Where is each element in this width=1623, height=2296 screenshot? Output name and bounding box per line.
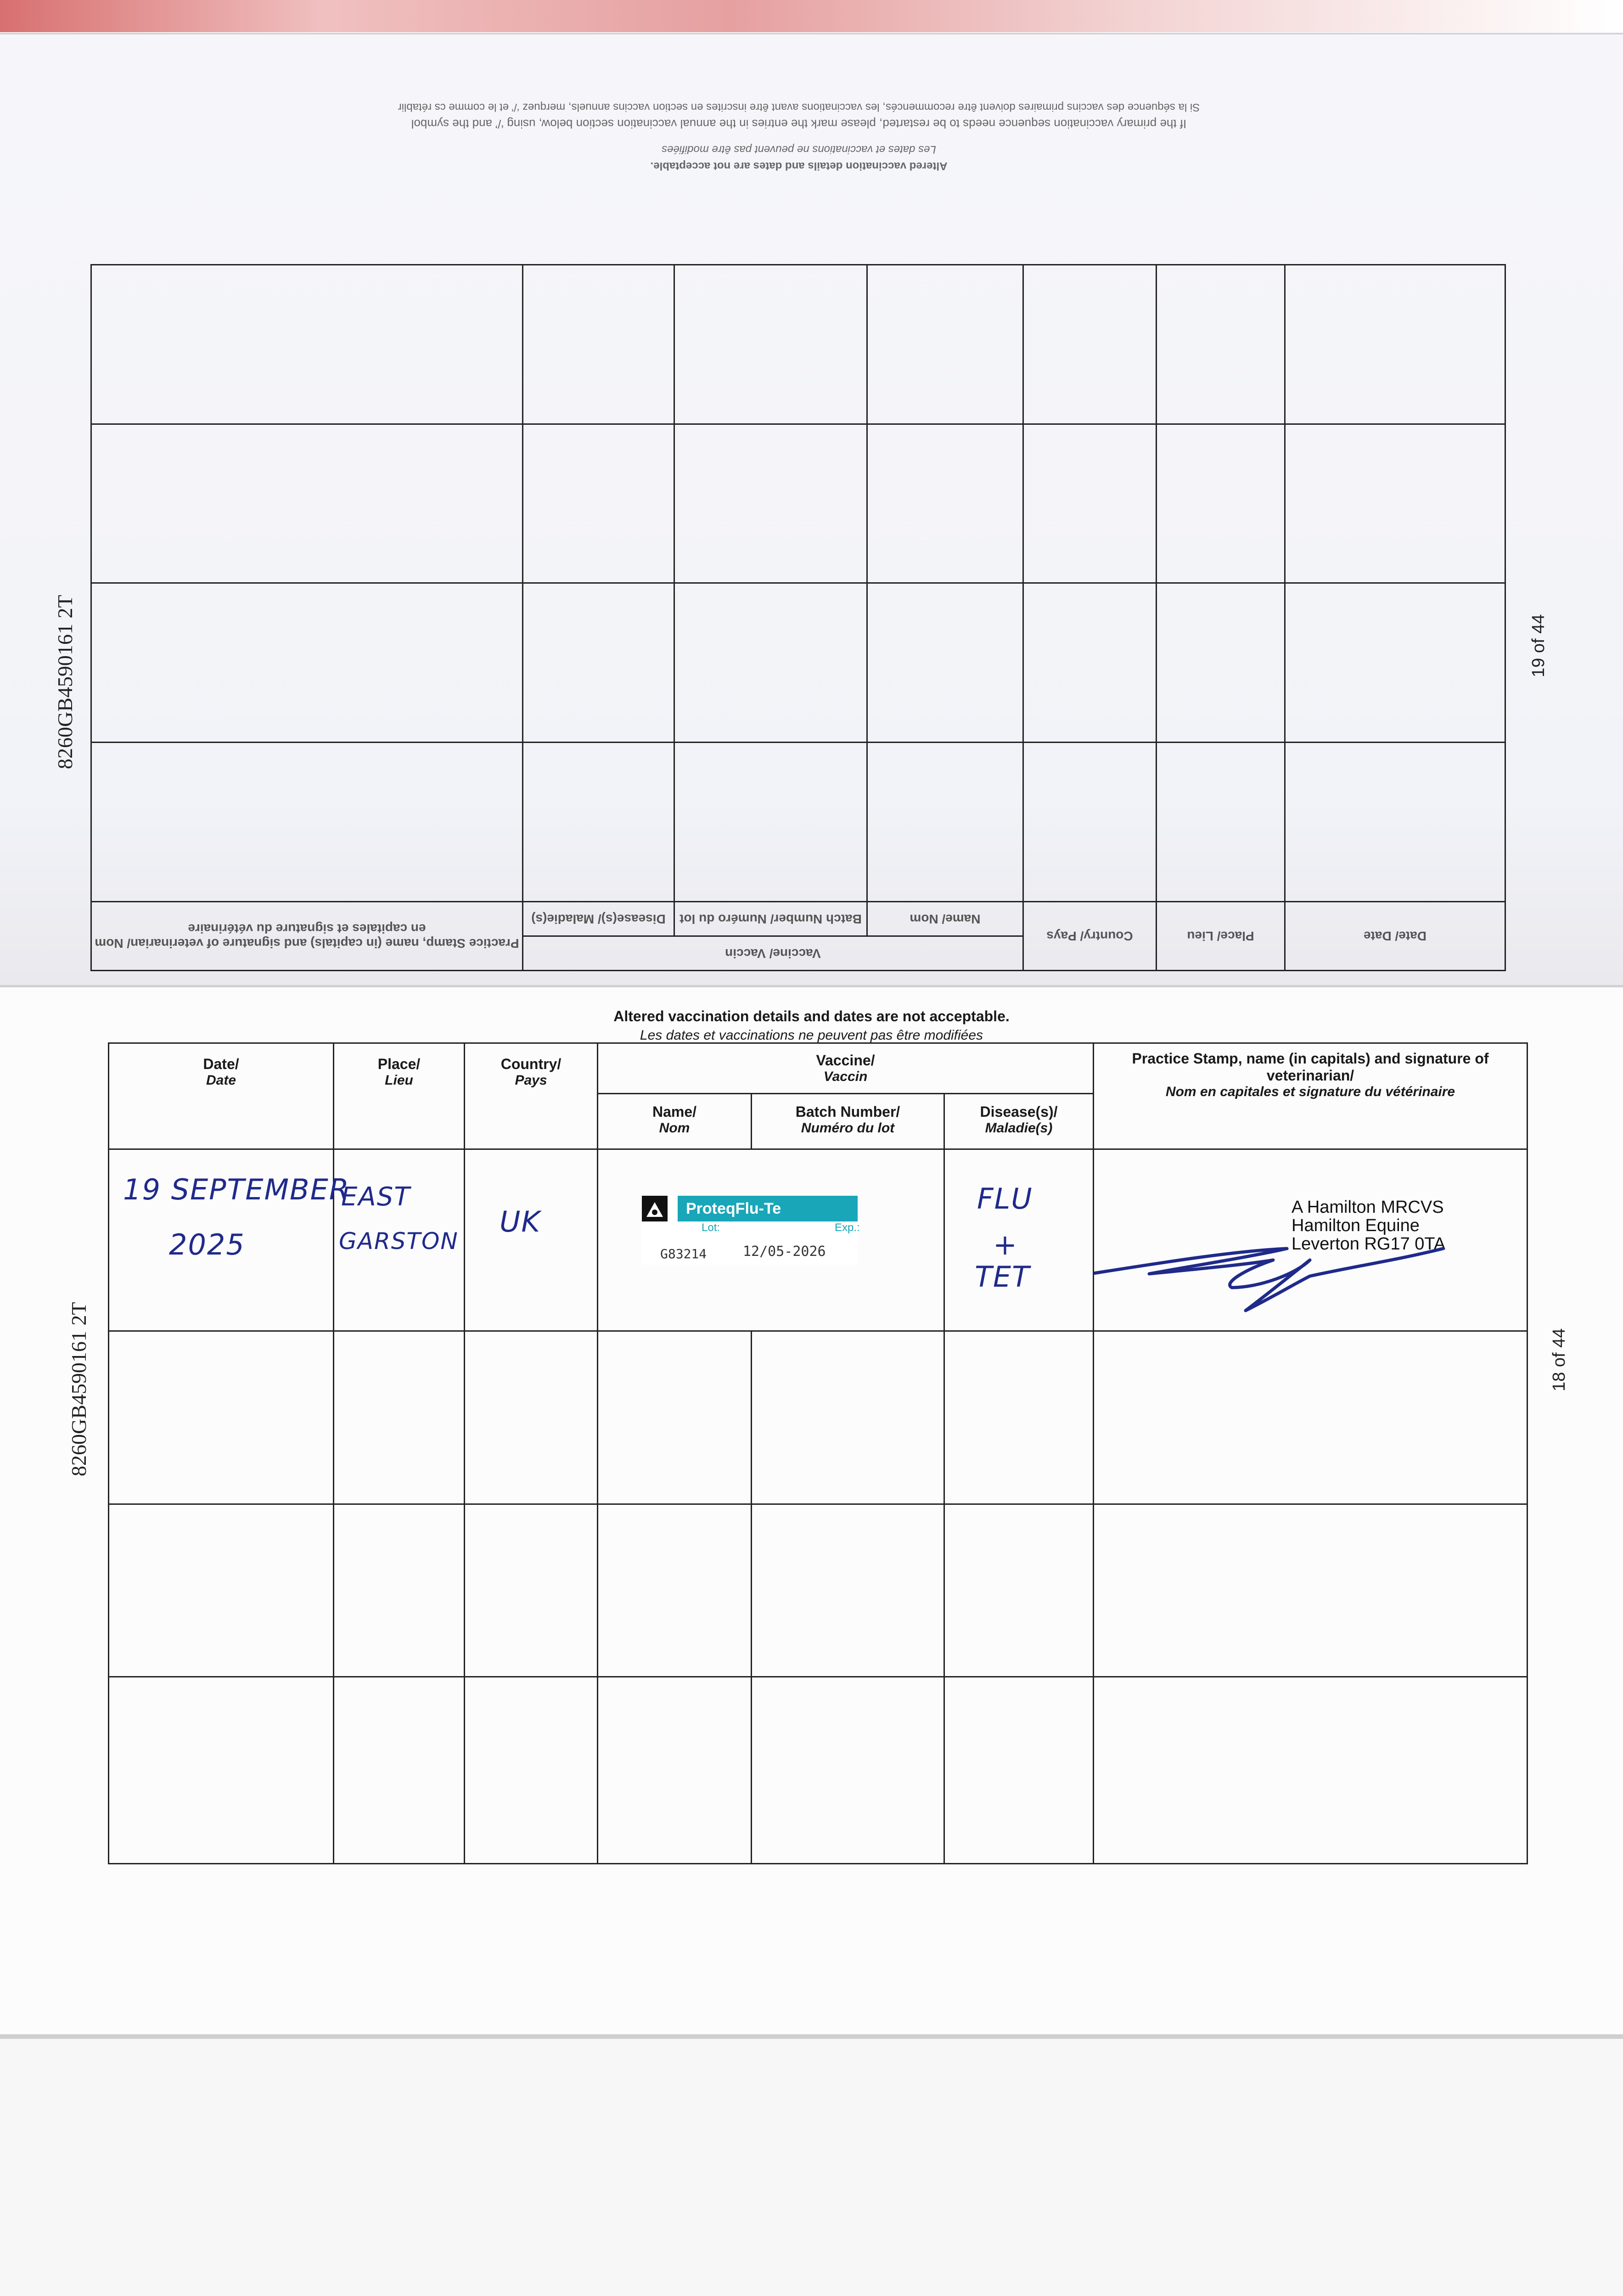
header-disease: Disease(s)/ Maladie(s) bbox=[944, 1094, 1094, 1149]
col-country: Country/ Pays bbox=[1023, 902, 1157, 971]
altered-details-notice: Altered vaccination details and dates are not acceptable. bbox=[613, 1008, 1010, 1024]
entry-practice-stamp-cell bbox=[1094, 1149, 1528, 1331]
col-date: Date/ Date bbox=[1285, 902, 1505, 971]
entry-vaccine-sticker-cell bbox=[598, 1149, 944, 1331]
handwritten-disease: FLU bbox=[977, 1182, 1033, 1216]
page-number: 19 of 44 bbox=[1529, 614, 1548, 677]
entry-date-cell bbox=[109, 1149, 350, 1331]
proteq-logo-icon bbox=[642, 1196, 668, 1221]
entry-disease-cell bbox=[944, 1149, 1094, 1331]
vaccination-table bbox=[108, 1042, 1527, 1864]
vaccine-sticker bbox=[642, 1196, 858, 1265]
sticker-expiry-date: 12/05-2026 bbox=[743, 1243, 826, 1260]
sticker-exp-label: Exp.: bbox=[835, 1221, 860, 1234]
vaccination-grid bbox=[90, 264, 1506, 971]
cover-edge bbox=[0, 0, 1623, 32]
col-practice: Practice Stamp, name (in capitals) and signature of veterinarian/ Nom en capitales et signature du vétérinaire bbox=[91, 902, 522, 971]
passport-back-page bbox=[0, 2034, 1623, 2296]
vet-signature bbox=[1094, 1150, 1528, 1331]
handwritten-country: UK bbox=[500, 1204, 541, 1238]
handwritten-disease: TET bbox=[975, 1260, 1030, 1294]
passport-serial-number: 8260GB4590161 2T bbox=[67, 1302, 90, 1476]
handwritten-year: 2025 bbox=[169, 1227, 245, 1261]
passport-serial-number: 8260GB4590161 2T bbox=[53, 595, 77, 769]
header-vaccine-name: Name/ Nom bbox=[598, 1094, 752, 1149]
vaccination-entry-row bbox=[109, 1149, 1528, 1331]
notice-line: Si la séquence des vaccins primaires doivent être recommencés, les vaccinations avant être inscrites en section vaccins annuels, merquez ‘/’ et le comme cs rétablir bbox=[398, 101, 1200, 113]
sticker-lot-label: Lot: bbox=[702, 1221, 720, 1234]
notice-line: Altered vaccination details and dates are not acceptable. bbox=[650, 160, 948, 172]
notice-line: Les dates et vaccinations ne peuvent pas être modifiées bbox=[662, 143, 936, 156]
entry-place-cell bbox=[334, 1149, 465, 1331]
vaccination-table-upside-down bbox=[92, 101, 1506, 971]
vaccine-brand: ProteqFlu-Te bbox=[678, 1196, 858, 1221]
stamp-vet-name: A Hamilton MRCVS bbox=[1292, 1197, 1444, 1217]
header-practice-stamp: Practice Stamp, name (in capitals) and signature of veterinarian/ Nom en capitales et signature du vétérinaire bbox=[1094, 1043, 1528, 1149]
header-country: Country/ Pays bbox=[465, 1043, 598, 1149]
col-disease: Disease(s)/ Maladie(s) bbox=[522, 902, 674, 936]
stamp-address: Leverton RG17 0TA bbox=[1292, 1234, 1446, 1254]
header-vaccine: Vaccine/ Vaccin bbox=[598, 1043, 1094, 1094]
col-batch: Batch Number/ Numéro du lot bbox=[674, 902, 867, 936]
entry-country-cell bbox=[465, 1149, 598, 1331]
col-vaccine: Vaccine/ Vaccin bbox=[522, 936, 1023, 971]
notice-line: If the primary vaccination sequence needs to be restarted, please mark the entries in the annual vaccination section below, using ‘/’ and the symbol bbox=[411, 117, 1187, 131]
header-place: Place/ Lieu bbox=[334, 1043, 465, 1149]
handwritten-date: 19 SEPTEMBER bbox=[123, 1172, 350, 1206]
stamp-practice-name: Hamilton Equine bbox=[1292, 1216, 1420, 1235]
page-number: 18 of 44 bbox=[1550, 1328, 1569, 1391]
col-name: Name/ Nom bbox=[867, 902, 1023, 936]
handwritten-place: EAST bbox=[341, 1182, 411, 1212]
col-place: Place/ Lieu bbox=[1157, 902, 1285, 971]
header-batch-number: Batch Number/ Numéro du lot bbox=[752, 1094, 944, 1149]
altered-details-notice-fr: Les dates et vaccinations ne peuvent pas être modifiées bbox=[640, 1028, 983, 1043]
handwritten-plus: + bbox=[993, 1227, 1018, 1261]
sticker-lot-number: G83214 bbox=[660, 1246, 707, 1261]
header-date: Date/ Date bbox=[109, 1043, 334, 1149]
handwritten-place: GARSTON bbox=[339, 1227, 459, 1255]
page-19 bbox=[0, 34, 1623, 985]
